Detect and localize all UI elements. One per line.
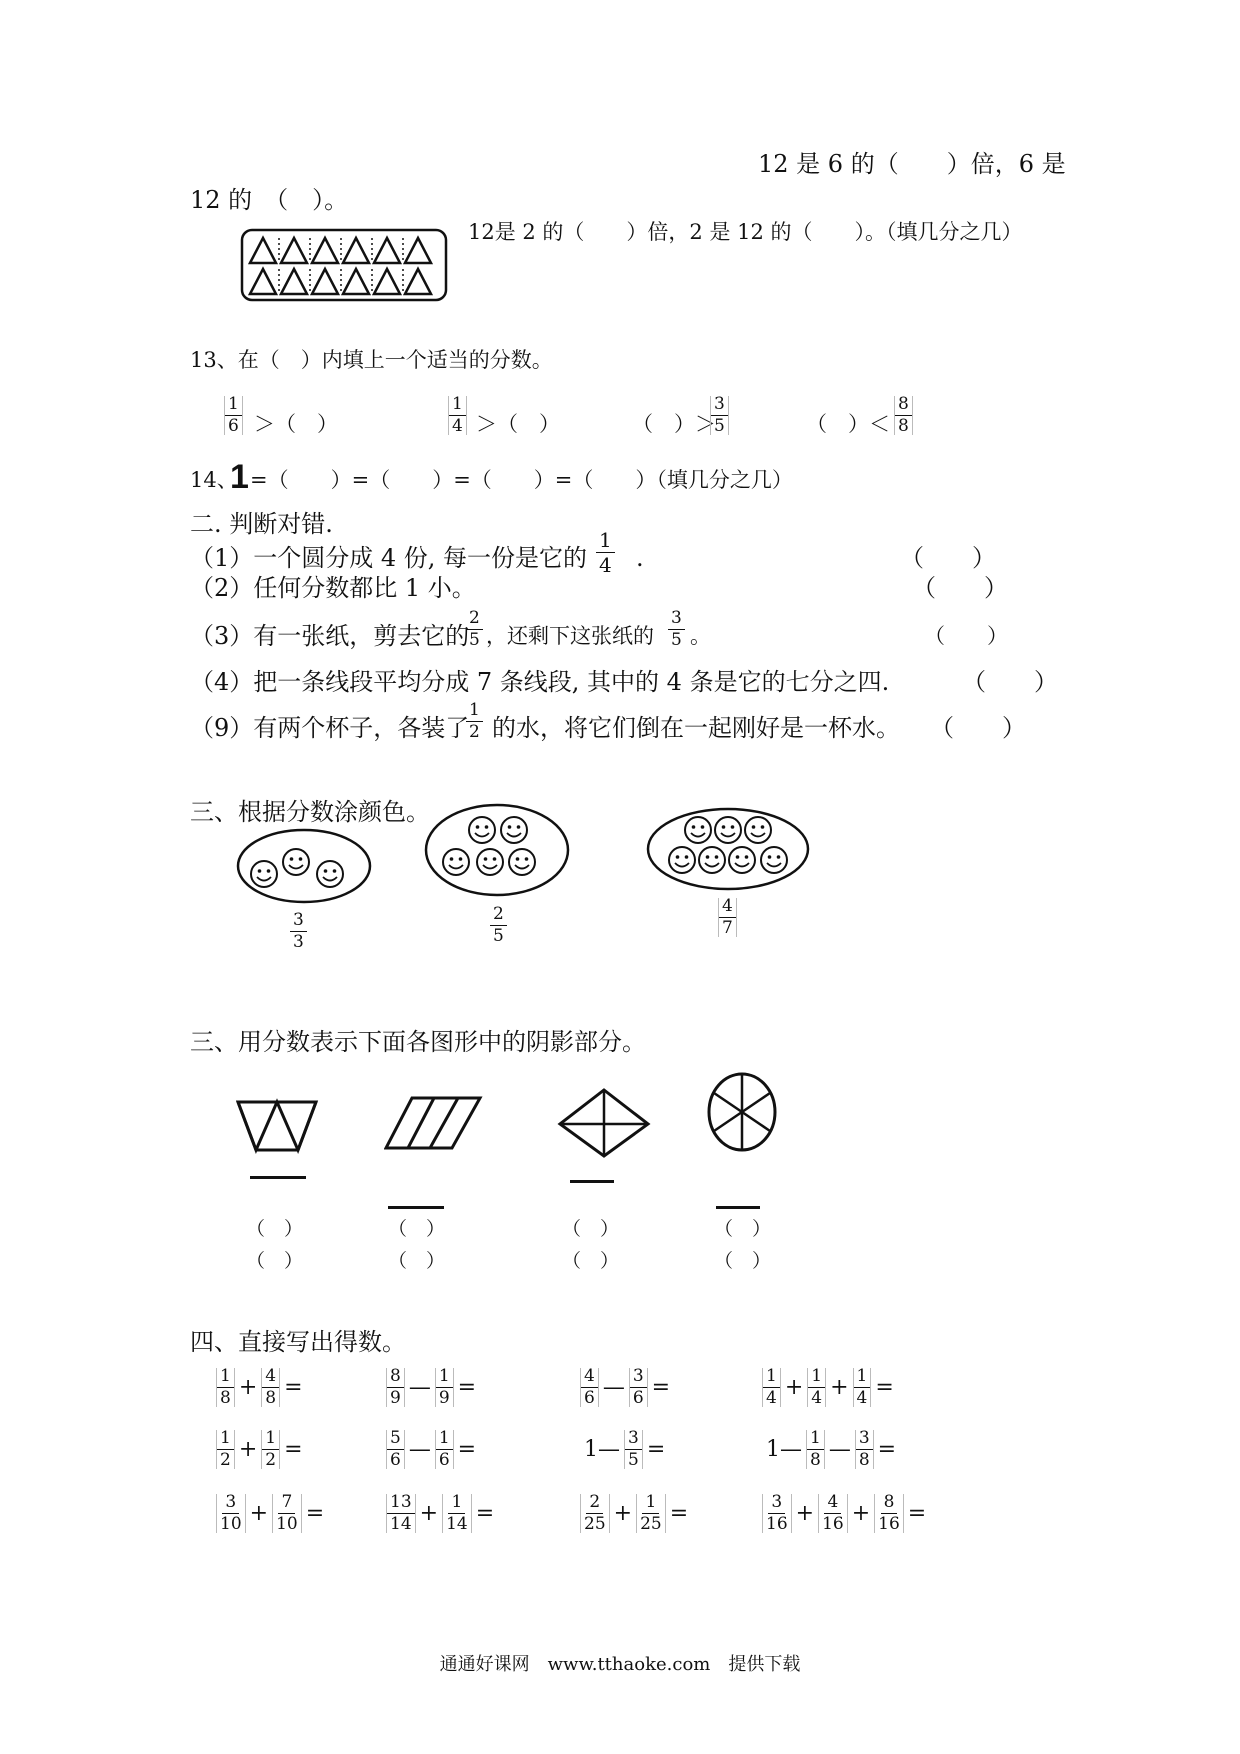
judge-answer-paren-3[interactable]: （ ） — [924, 624, 1008, 648]
fraction: $\frac{3}{10}$ — [216, 1494, 246, 1533]
answer-paren-1-top[interactable]: （ ） — [246, 1218, 304, 1240]
smiley-face-icon — [443, 849, 469, 875]
judge-fraction-9: $\frac{1}{2}$ — [466, 702, 483, 741]
operator: + — [249, 1501, 269, 1526]
triangles-box-icon — [240, 228, 448, 302]
judge-answer-paren-2[interactable]: （ ） — [912, 574, 1008, 602]
fraction: $\frac{3}{8}$ — [855, 1430, 874, 1469]
parallelogram-icon — [384, 1094, 484, 1152]
judge-tail-9: 的水，将它们倒在一起刚好是一杯水。 — [492, 714, 900, 742]
fraction: $\frac{1}{2}$ — [216, 1430, 235, 1469]
fraction: $\frac{2}{25}$ — [580, 1494, 610, 1533]
answer-paren-3-bottom[interactable]: （ ） — [562, 1250, 620, 1272]
smiley-face-icon — [715, 817, 741, 843]
triangle-icon — [374, 238, 400, 263]
triangle-icon — [405, 269, 431, 294]
calc-expression — [386, 1430, 480, 1469]
color-fraction-1: $\frac{3}{3}$ — [290, 912, 307, 951]
operator: + — [238, 1375, 258, 1400]
operator: — — [408, 1375, 431, 1400]
smiley-face-icon — [699, 847, 725, 873]
calc-expression — [216, 1494, 328, 1533]
shade-title: 三、用分数表示下面各图形中的阴影部分。 — [190, 1028, 646, 1056]
judge-item-1: （1）一个圆分成 4 份, 每一份是它的 — [190, 544, 588, 572]
fraction: $\frac{1}{8}$ — [216, 1368, 235, 1407]
calc-expression — [580, 1494, 692, 1533]
judge-item-2: （2）任何分数都比 1 小。 — [190, 574, 476, 602]
calc-expression — [216, 1368, 307, 1407]
fraction: $\frac{1}{9}$ — [435, 1368, 454, 1407]
color-fraction-3: $\frac{4}{7}$ — [718, 898, 737, 937]
q13-rest-2: ＞（ ） — [476, 412, 560, 436]
smiley-face-icon — [509, 849, 535, 875]
smiley-face-icon — [317, 861, 343, 887]
rhombus-icon — [556, 1086, 652, 1160]
smiley-group-2-icon — [422, 800, 572, 900]
fraction: $\frac{4}{16}$ — [818, 1494, 848, 1533]
smiley-face-icon — [251, 861, 277, 887]
smiley-group-1-icon — [234, 826, 374, 906]
fraction: $\frac{1}{4}$ — [853, 1368, 872, 1407]
calc-title: 四、直接写出得数。 — [190, 1328, 406, 1356]
fraction: $\frac{1}{4}$ — [807, 1368, 826, 1407]
answer-paren-3-top[interactable]: （ ） — [562, 1218, 620, 1240]
q13-fraction-3: $\frac{3}{5}$ — [710, 396, 729, 435]
q14-rest: =（ ）=（ ）=（ ）=（ ）（填几分之几） — [250, 468, 793, 492]
fraction: $\frac{3}{16}$ — [762, 1494, 792, 1533]
triangle-icon — [312, 238, 338, 263]
q13-pre-3: （ ）＞ — [632, 412, 716, 436]
judge-tail-3: 。 — [690, 624, 711, 648]
fraction: $\frac{1}{4}$ — [762, 1368, 781, 1407]
smiley-face-icon — [501, 817, 527, 843]
triangle-icon — [343, 238, 369, 263]
triangle-icon — [374, 269, 400, 294]
fraction: $\frac{7}{10}$ — [272, 1494, 302, 1533]
calc-expression — [580, 1368, 674, 1407]
answer-paren-4-top[interactable]: （ ） — [714, 1218, 772, 1240]
answer-line-3 — [570, 1180, 614, 1183]
equals-sign: = — [907, 1501, 927, 1526]
calc-expression — [216, 1430, 307, 1469]
equals-sign: = — [457, 1437, 477, 1462]
judge-mid-3: ，还剩下这张纸的 — [486, 624, 654, 648]
triangle-icon — [312, 269, 338, 294]
operator: + — [238, 1437, 258, 1462]
equals-sign: = — [284, 1375, 303, 1400]
calc-expression — [386, 1368, 480, 1407]
operator: + — [613, 1501, 633, 1526]
q13-fraction-1: $\frac{1}{6}$ — [224, 396, 243, 435]
operator: — — [602, 1375, 625, 1400]
operator: — — [828, 1437, 851, 1462]
equals-sign: = — [877, 1437, 897, 1462]
judge-fraction-1: $\frac{1}{4}$ — [596, 530, 615, 575]
equals-sign: = — [875, 1375, 894, 1400]
q14-label: 14、 — [190, 468, 238, 492]
operator: + — [784, 1375, 804, 1400]
equals-sign: = — [305, 1501, 325, 1526]
calc-expression — [580, 1430, 669, 1469]
trapezoid-icon — [236, 1098, 320, 1154]
smiley-group-3-icon — [644, 806, 812, 892]
q13-rest-1: ＞（ ） — [254, 412, 338, 436]
fraction: $\frac{1}{25}$ — [636, 1494, 666, 1533]
triangle-icon — [281, 269, 307, 294]
equals-sign: = — [646, 1437, 666, 1462]
fraction: $\frac{4}{6}$ — [580, 1368, 599, 1407]
equals-sign: = — [284, 1437, 303, 1462]
q12-line1: 12 是 6 的（ ）倍，6 是 — [758, 150, 1066, 178]
triangle-icon — [343, 269, 369, 294]
calc-expression — [762, 1430, 900, 1469]
smiley-face-icon — [745, 817, 771, 843]
answer-line-2 — [388, 1206, 444, 1209]
q13-pre-4: （ ）＜ — [806, 412, 890, 436]
calc-expression — [762, 1494, 930, 1533]
operator: + — [830, 1375, 849, 1400]
equals-sign: = — [457, 1375, 477, 1400]
answer-line-1 — [250, 1176, 306, 1179]
q13-title: 13、在（ ）内填上一个适当的分数。 — [190, 348, 553, 372]
triangle-icon — [405, 238, 431, 263]
judge-item-3: （3）有一张纸，剪去它的 — [190, 622, 470, 650]
judge-fraction-3a: $\frac{2}{5}$ — [466, 610, 483, 649]
fraction: $\frac{1}{8}$ — [806, 1430, 825, 1469]
fraction: $\frac{1}{6}$ — [435, 1430, 454, 1469]
equals-sign: = — [475, 1501, 495, 1526]
fraction: $\frac{1}{2}$ — [261, 1430, 280, 1469]
fraction: $\frac{8}{9}$ — [386, 1368, 405, 1407]
judge-fraction-3b: $\frac{3}{5}$ — [668, 610, 685, 649]
smiley-face-icon — [729, 847, 755, 873]
calc-expression — [762, 1368, 898, 1407]
fraction: $\frac{3}{6}$ — [629, 1368, 648, 1407]
smiley-face-icon — [477, 849, 503, 875]
judge-answer-paren-9[interactable]: （ ） — [930, 714, 1026, 742]
fraction: $\frac{5}{6}$ — [386, 1430, 405, 1469]
q14-one: 1 — [230, 458, 249, 496]
circle-sectors-icon — [704, 1070, 780, 1154]
equals-sign: = — [651, 1375, 671, 1400]
triangle-icon — [250, 238, 276, 263]
footer-text: 通通好课网 www.tthaoke.com 提供下载 — [439, 1654, 801, 1675]
operator: — — [408, 1437, 431, 1462]
judge-item-9: （9）有两个杯子，各装了 — [190, 714, 470, 742]
smiley-face-icon — [469, 817, 495, 843]
q13-fraction-4: $\frac{8}{8}$ — [894, 396, 913, 435]
smiley-face-icon — [685, 817, 711, 843]
operator: + — [795, 1501, 815, 1526]
q12-line2: 12 的 （ ）。 — [190, 186, 349, 214]
answer-paren-2-top[interactable]: （ ） — [388, 1218, 446, 1240]
smiley-face-icon — [761, 847, 787, 873]
smiley-face-icon — [669, 847, 695, 873]
answer-line-4 — [716, 1206, 760, 1209]
fraction: $\frac{1}{14}$ — [442, 1494, 472, 1533]
q13-fraction-2: $\frac{1}{4}$ — [448, 396, 467, 435]
judge-tail-1: . — [636, 544, 644, 572]
judge-answer-paren-1[interactable]: （ ） — [900, 544, 996, 572]
number-text: 1— — [766, 1437, 802, 1462]
answer-paren-4-bottom[interactable]: （ ） — [714, 1250, 772, 1272]
operator: + — [851, 1501, 871, 1526]
judge-title: 二. 判断对错. — [190, 510, 333, 538]
number-text: 1— — [584, 1437, 620, 1462]
fraction: $\frac{3}{5}$ — [624, 1430, 643, 1469]
triangle-icon — [281, 238, 307, 263]
fraction: $\frac{4}{8}$ — [261, 1368, 280, 1407]
answer-paren-1-bottom[interactable]: （ ） — [246, 1250, 304, 1272]
judge-answer-paren-4[interactable]: （ ） — [962, 668, 1058, 696]
color-title: 三、根据分数涂颜色。 — [190, 798, 430, 826]
fraction: $\frac{13}{14}$ — [386, 1494, 416, 1533]
answer-paren-2-bottom[interactable]: （ ） — [388, 1250, 446, 1272]
calc-expression — [386, 1494, 498, 1533]
triangle-icon — [250, 269, 276, 294]
color-fraction-2: $\frac{2}{5}$ — [490, 906, 507, 945]
q12-line3: 12是 2 的（ ）倍，2 是 12 的（ ）。（填几分之几） — [468, 220, 1023, 244]
judge-item-4: （4）把一条线段平均分成 7 条线段, 其中的 4 条是它的七分之四. — [190, 668, 890, 696]
smiley-face-icon — [283, 849, 309, 875]
operator: + — [419, 1501, 439, 1526]
fraction: $\frac{8}{16}$ — [874, 1494, 904, 1533]
equals-sign: = — [669, 1501, 689, 1526]
